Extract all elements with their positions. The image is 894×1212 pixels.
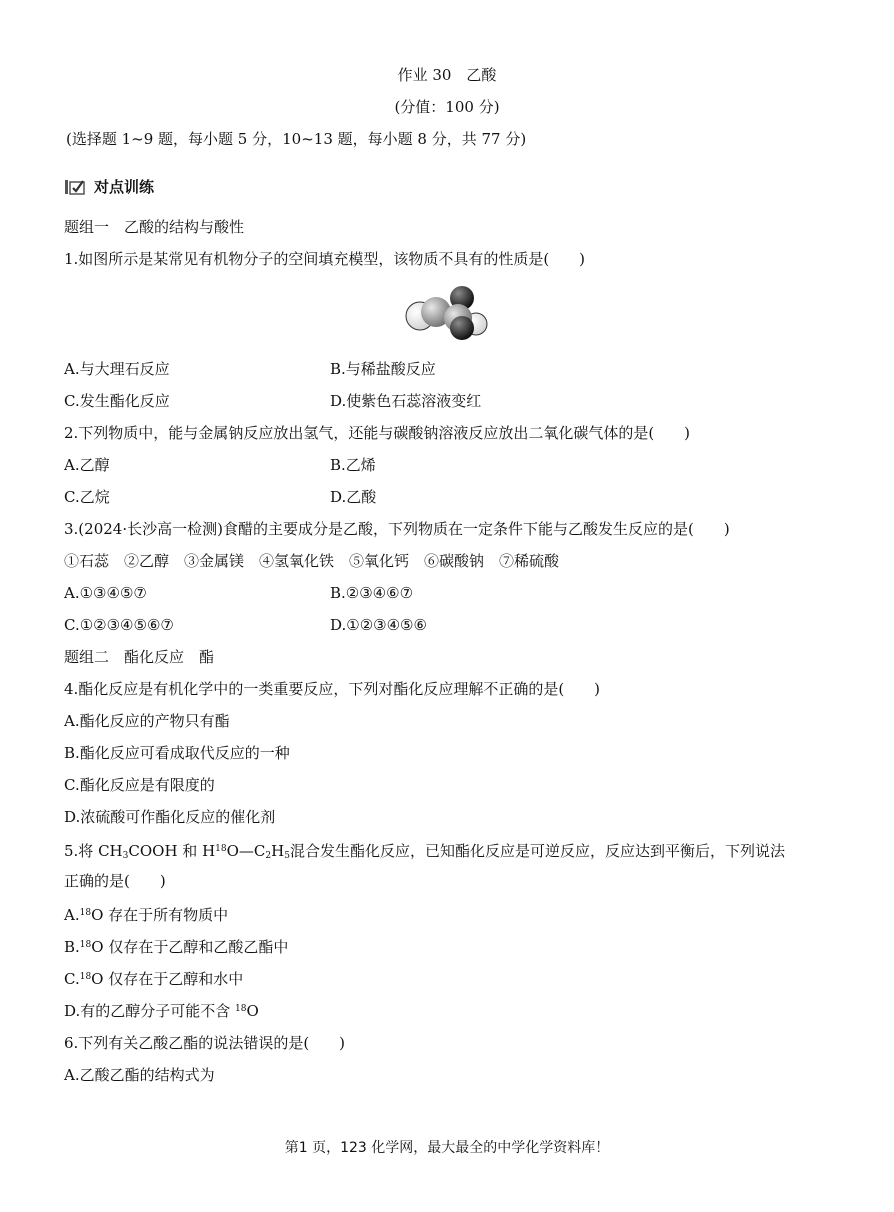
q5-option-a: A.$^{18}$O 存在于所有物质中 bbox=[64, 906, 229, 924]
scoring-rules: (选择题 1~9 题，每小题 5 分，10~13 题，每小题 8 分，共 77 分) bbox=[66, 130, 527, 148]
q2-option-c: C.乙烷 bbox=[64, 488, 110, 506]
q1-option-c: C.发生酯化反应 bbox=[64, 392, 170, 410]
group-heading-1: 题组一 乙酸的结构与酸性 bbox=[64, 218, 245, 236]
section-heading bbox=[64, 176, 154, 197]
q3-option-c: C.①②③④⑤⑥⑦ bbox=[64, 616, 174, 634]
q2-option-a: A.乙醇 bbox=[64, 456, 110, 474]
section-label: 对点训练 bbox=[94, 178, 155, 196]
q2-option-d: D.乙酸 bbox=[330, 488, 377, 506]
q4-option-d: D.浓硫酸可作酯化反应的催化剂 bbox=[64, 808, 276, 826]
q3-option-b: B.②③④⑥⑦ bbox=[330, 584, 414, 602]
q4-option-c: C.酯化反应是有限度的 bbox=[64, 776, 215, 794]
q4-stem: 4.酯化反应是有机化学中的一类重要反应，下列对酯化反应理解不正确的是( ) bbox=[64, 680, 601, 698]
q1-stem: 1.如图所示是某常见有机物分子的空间填充模型，该物质不具有的性质是( ) bbox=[64, 250, 586, 268]
q5-option-b: B.$^{18}$O 仅存在于乙醇和乙酸乙酯中 bbox=[64, 938, 289, 956]
q3-option-d: D.①②③④⑤⑥ bbox=[330, 616, 427, 634]
checklist-icon bbox=[64, 178, 86, 196]
q2-option-b: B.乙烯 bbox=[330, 456, 376, 474]
q1-option-d: D.使紫色石蕊溶液变红 bbox=[330, 392, 482, 410]
q4-option-b: B.酯化反应可看成取代反应的一种 bbox=[64, 744, 290, 762]
q5-stem-line2: 正确的是( ) bbox=[64, 872, 166, 890]
q4-option-a: A.酯化反应的产物只有酯 bbox=[64, 712, 230, 730]
score-note: (分值：100 分) bbox=[394, 98, 500, 116]
space-filling-model-image bbox=[400, 284, 492, 342]
q6-stem: 6.下列有关乙酸乙酯的说法错误的是( ) bbox=[64, 1034, 346, 1052]
q6-option-a: A.乙酸乙酯的结构式为 bbox=[64, 1066, 215, 1084]
page-title: 作业 30 乙酸 bbox=[397, 66, 497, 84]
q3-option-a: A.①③④⑤⑦ bbox=[64, 584, 147, 602]
q5-stem: 5.将 $CH_3COOH$ 和 $H^{18}O—C_2H_5$混合发生酯化反应，已知酯化反应是可逆反应，反应达到平衡后，下列说法 bbox=[64, 842, 785, 861]
q1-option-b: B.与稀盐酸反应 bbox=[330, 360, 436, 378]
q5-option-c: C.$^{18}$O 仅存在于乙醇和水中 bbox=[64, 970, 244, 988]
q2-stem: 2.下列物质中，能与金属钠反应放出氢气，还能与碳酸钠溶液反应放出二氧化碳气体的是( ) bbox=[64, 424, 691, 442]
group-heading-2: 题组二 酯化反应 酯 bbox=[64, 648, 215, 666]
q1-option-a: A.与大理石反应 bbox=[64, 360, 170, 378]
q3-items: ①石蕊 ②乙醇 ③金属镁 ④氢氧化铁 ⑤氧化钙 ⑥碳酸钠 ⑦稀硫酸 bbox=[64, 552, 560, 570]
page-footer: 第1 页，123 化学网，最大最全的中学化学资料库！ bbox=[284, 1140, 610, 1156]
q5-option-d: D.有的乙醇分子可能不含 $^{18}$O bbox=[64, 1002, 259, 1020]
q3-stem: 3.(2024·长沙高一检测)食醋的主要成分是乙酸，下列物质在一定条件下能与乙酸发生反应的是( ) bbox=[64, 520, 730, 538]
